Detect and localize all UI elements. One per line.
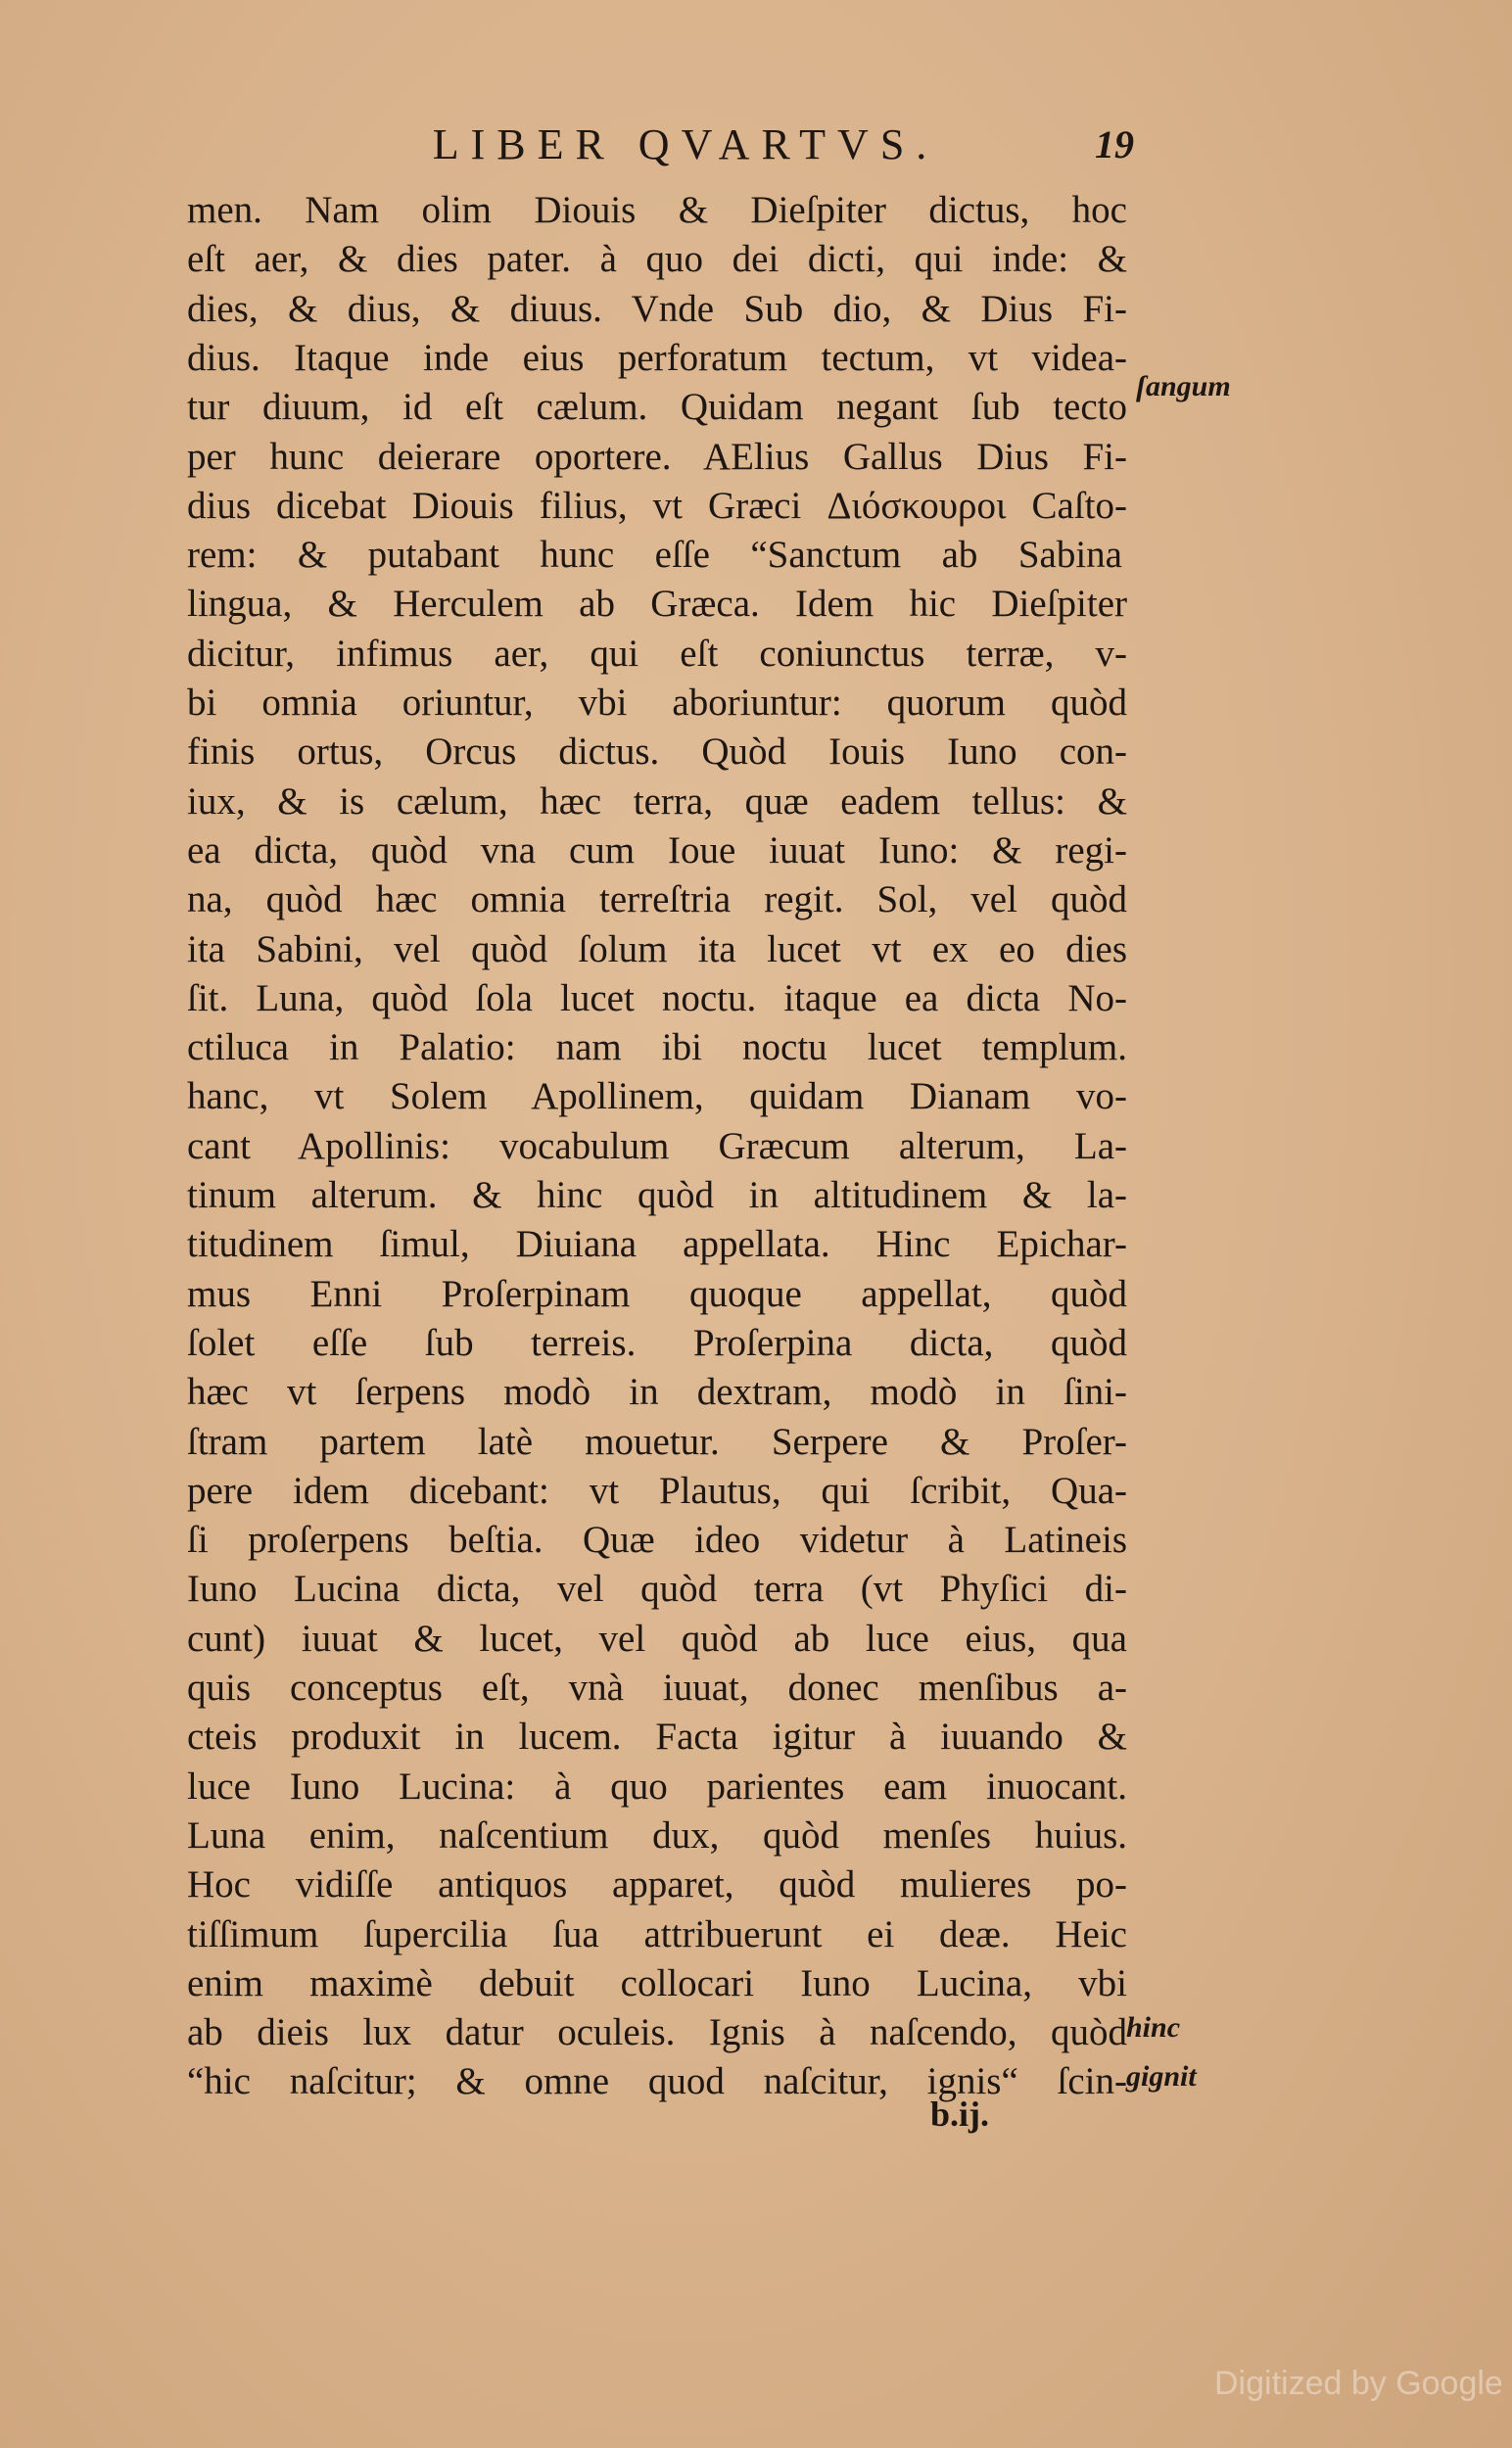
margin-note-gignit: gignit bbox=[1126, 2060, 1197, 2093]
text-line: luce Iuno Lucina: à quo parientes eam inuocant. bbox=[187, 1765, 1127, 1808]
margin-note-hinc: hinc bbox=[1126, 2011, 1181, 2044]
text-line: bi omnia oriuntur, vbi aboriuntur: quorum quòd bbox=[187, 682, 1127, 724]
text-line: “hic naſcitur; & omne quod naſcitur, ignis“ ſcin- bbox=[187, 2060, 1127, 2103]
signature-mark: b.ij. bbox=[930, 2095, 990, 2134]
text-line: ſtram partem latè mouetur. Serpere & Proſer- bbox=[187, 1420, 1127, 1463]
text-line: pere idem dicebant: vt Plautus, qui ſcribit, Qua- bbox=[187, 1469, 1127, 1512]
text-line: quis conceptus eſt, vnà iuuat, donec menſibus a- bbox=[187, 1667, 1127, 1709]
text-line: lingua, & Herculem ab Græca. Idem hic Dieſpiter bbox=[187, 583, 1127, 626]
text-line: per hunc deierare oportere. AElius Gallus Dius Fi- bbox=[187, 435, 1127, 478]
text-line: rem: & putabant hunc eſſe “Sanctum ab Sabina bbox=[187, 534, 1122, 577]
text-line: Iuno Lucina dicta, vel quòd terra (vt Phyſici di- bbox=[187, 1568, 1127, 1611]
text-line: men. Nam olim Diouis & Dieſpiter dictus, hoc bbox=[187, 189, 1127, 231]
text-line: cunt) iuuat & lucet, vel quòd ab luce eius, qua bbox=[187, 1617, 1127, 1660]
text-line: dicitur, infimus aer, qui eſt coniunctus terræ, v- bbox=[187, 632, 1127, 675]
text-line: tinum alterum. & hinc quòd in altitudinem & la- bbox=[187, 1174, 1127, 1216]
text-line: hæc vt ſerpens modò in dextram, modò in ſini- bbox=[187, 1371, 1127, 1414]
text-line: tur diuum, id eſt cælum. Quidam negant ſub tecto bbox=[187, 386, 1127, 429]
text-line: na, quòd hæc omnia terreſtria regit. Sol, vel quòd bbox=[187, 878, 1127, 921]
text-line: dies, & dius, & diuus. Vnde Sub dio, & Dius Fi- bbox=[187, 287, 1127, 330]
margin-note-sangum: ſangum bbox=[1136, 370, 1231, 402]
text-line: dius. Itaque inde eius perforatum tectum, vt videa- bbox=[187, 336, 1127, 379]
running-head: LIBER QVARTVS. bbox=[432, 120, 939, 168]
text-line: ſolet eſſe ſub terreis. Proſerpina dicta, quòd bbox=[187, 1321, 1127, 1364]
text-line: hanc, vt Solem Apollinem, quidam Dianam vo- bbox=[187, 1075, 1127, 1118]
text-line: Luna enim, naſcentium dux, quòd menſes huius. bbox=[187, 1813, 1127, 1857]
text-line: ctiluca in Palatio: nam ibi noctu lucet templum. bbox=[187, 1026, 1127, 1069]
text-line: enim maximè debuit collocari Iuno Lucina, vbi bbox=[187, 1961, 1127, 2004]
text-line: ſi proſerpens beſtia. Quæ ideo videtur à Latineis bbox=[187, 1519, 1127, 1562]
text-line: iux, & is cælum, hæc terra, quæ eadem tellus: & bbox=[187, 779, 1127, 823]
digitized-watermark: Digitized by Google bbox=[1214, 2365, 1503, 2402]
text-line: cteis produxit in lucem. Facta igitur à iuuando & bbox=[187, 1716, 1127, 1759]
text-line: eſt aer, & dies pater. à quo dei dicti, qui inde: & bbox=[187, 238, 1127, 281]
text-line: ſit. Luna, quòd ſola lucet noctu. itaque ea dicta No- bbox=[187, 976, 1127, 1019]
text-line: dius dicebat Diouis filius, vt Græci Διόσκουροι Caſto- bbox=[187, 484, 1127, 527]
text-line: cant Apollinis: vocabulum Græcum alterum, La- bbox=[187, 1124, 1127, 1167]
text-line: tiſſimum ſupercilia ſua attribuerunt ei deæ. Heic bbox=[187, 1912, 1127, 1955]
text-line: ab dieis lux datur oculeis. Ignis à naſcendo, quòd bbox=[187, 2011, 1127, 2054]
text-line: ea dicta, quòd vna cum Ioue iuuat Iuno: & regi- bbox=[187, 828, 1127, 871]
text-line: Hoc vidiſſe antiquos apparet, quòd mulieres po- bbox=[187, 1863, 1127, 1907]
text-line: ita Sabini, vel quòd ſolum ita lucet vt ex eo dies bbox=[187, 927, 1127, 970]
text-line: finis ortus, Orcus dictus. Quòd Iouis Iuno con- bbox=[187, 730, 1127, 774]
text-line: titudinem ſimul, Diuiana appellata. Hinc Epichar- bbox=[187, 1223, 1127, 1266]
text-line: mus Enni Proſerpinam quoque appellat, quòd bbox=[187, 1272, 1127, 1315]
page-number: 19 bbox=[1095, 122, 1134, 166]
